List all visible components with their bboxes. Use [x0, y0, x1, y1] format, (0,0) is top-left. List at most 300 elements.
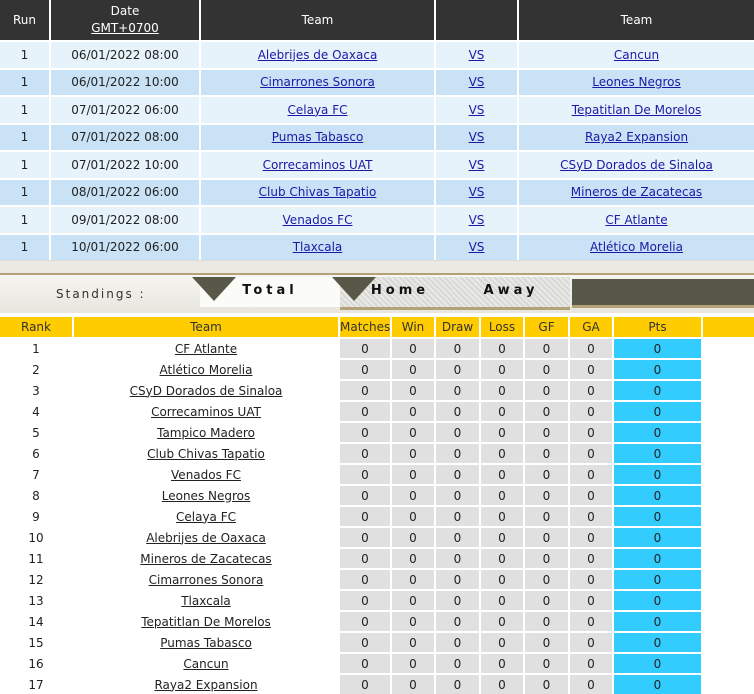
draw-cell: 0 — [435, 401, 480, 422]
win-cell: 0 — [391, 527, 435, 548]
gf-cell: 0 — [524, 506, 569, 527]
header-pts: Pts — [613, 317, 702, 338]
blank-cell — [702, 359, 754, 380]
team-link[interactable]: Tlaxcala — [181, 593, 231, 608]
fixture-row — [0, 69, 754, 97]
win-cell: 0 — [391, 611, 435, 632]
ga-cell: 0 — [569, 359, 613, 380]
fixture-row — [0, 234, 754, 261]
loss-cell: 0 — [480, 422, 524, 443]
loss-cell: 0 — [480, 464, 524, 485]
standings-row — [0, 590, 754, 611]
fixture-away — [518, 41, 754, 69]
team-cell — [73, 401, 339, 422]
vs-link[interactable]: VS — [468, 212, 485, 227]
vs-link[interactable]: VS — [468, 47, 485, 62]
loss-cell: 0 — [480, 506, 524, 527]
rank-cell: 3 — [0, 380, 73, 401]
blank-cell — [702, 590, 754, 611]
ga-cell: 0 — [569, 443, 613, 464]
rank-cell: 10 — [0, 527, 73, 548]
team-cell — [73, 674, 339, 694]
win-cell: 0 — [391, 653, 435, 674]
team-link[interactable]: Cancun — [183, 656, 229, 671]
team-cell — [73, 611, 339, 632]
team-cell — [73, 422, 339, 443]
loss-cell: 0 — [480, 401, 524, 422]
ga-cell: 0 — [569, 380, 613, 401]
loss-cell: 0 — [480, 527, 524, 548]
win-cell: 0 — [391, 674, 435, 694]
matches-cell: 0 — [339, 632, 391, 653]
pts-cell: 0 — [613, 338, 702, 359]
draw-cell: 0 — [435, 590, 480, 611]
fixture-row — [0, 124, 754, 152]
home-team-link[interactable]: Correcaminos UAT — [262, 157, 373, 172]
pts-cell: 0 — [613, 422, 702, 443]
blank-cell — [702, 485, 754, 506]
standings-row — [0, 674, 754, 694]
ga-cell: 0 — [569, 464, 613, 485]
fixture-run: 1 — [0, 124, 50, 152]
fixture-away — [518, 179, 754, 207]
standings-row — [0, 443, 754, 464]
gf-cell: 0 — [524, 359, 569, 380]
ga-cell: 0 — [569, 527, 613, 548]
home-team-link[interactable]: Cimarrones Sonora — [260, 75, 375, 90]
header-ga: GA — [569, 317, 613, 338]
ga-cell: 0 — [569, 506, 613, 527]
ga-cell: 0 — [569, 653, 613, 674]
rank-cell: 12 — [0, 569, 73, 590]
team-link[interactable]: Correcaminos UAT — [151, 404, 261, 419]
team-link[interactable]: Tepatitlan De Morelos — [141, 614, 271, 629]
rank-cell: 4 — [0, 401, 73, 422]
rank-cell: 5 — [0, 422, 73, 443]
draw-cell: 0 — [435, 569, 480, 590]
team-link[interactable]: Atlético Morelia — [159, 362, 253, 377]
fixture-away — [518, 96, 754, 124]
blank-cell — [702, 401, 754, 422]
fixture-away — [518, 151, 754, 179]
gf-cell: 0 — [524, 569, 569, 590]
fixture-date: 07/01/2022 10:00 — [50, 151, 200, 179]
away-team-link[interactable]: Raya2 Expansion — [584, 130, 689, 145]
pts-cell: 0 — [613, 611, 702, 632]
team-link[interactable]: Raya2 Expansion — [154, 677, 258, 692]
pts-cell: 0 — [613, 359, 702, 380]
vs-link[interactable]: VS — [468, 130, 485, 145]
pts-cell: 0 — [613, 443, 702, 464]
fixture-run: 1 — [0, 151, 50, 179]
ga-cell: 0 — [569, 548, 613, 569]
fixture-row — [0, 96, 754, 124]
away-team-link[interactable]: Cancun — [613, 47, 660, 62]
gf-cell: 0 — [524, 632, 569, 653]
away-team-link[interactable]: Leones Negros — [592, 75, 681, 90]
win-cell: 0 — [391, 506, 435, 527]
standings-row — [0, 485, 754, 506]
fixture-date: 07/01/2022 06:00 — [50, 96, 200, 124]
fixture-home — [200, 234, 435, 261]
blank-cell — [702, 548, 754, 569]
team-cell — [73, 548, 339, 569]
gf-cell: 0 — [524, 422, 569, 443]
header-win: Win — [391, 317, 435, 338]
fixture-vs — [435, 179, 518, 207]
matches-cell: 0 — [339, 548, 391, 569]
draw-cell: 0 — [435, 674, 480, 694]
header-date-label: Date — [110, 4, 140, 18]
ga-cell: 0 — [569, 422, 613, 443]
fixture-date: 09/01/2022 08:00 — [50, 206, 200, 234]
fixture-away — [518, 234, 754, 261]
tab-notch-icon — [332, 277, 376, 301]
rank-cell: 8 — [0, 485, 73, 506]
pts-cell: 0 — [613, 674, 702, 694]
matches-cell: 0 — [339, 338, 391, 359]
team-cell — [73, 464, 339, 485]
pts-cell: 0 — [613, 590, 702, 611]
header-rank: Rank — [0, 317, 73, 338]
rank-cell: 6 — [0, 443, 73, 464]
blank-cell — [702, 506, 754, 527]
fixture-home — [200, 151, 435, 179]
fixture-date: 06/01/2022 10:00 — [50, 69, 200, 97]
blank-cell — [702, 674, 754, 694]
header-blank — [702, 317, 754, 338]
matches-cell: 0 — [339, 569, 391, 590]
team-link[interactable]: Tampico Madero — [157, 425, 255, 440]
fixture-date: 07/01/2022 08:00 — [50, 124, 200, 152]
team-link[interactable]: Pumas Tabasco — [160, 635, 252, 650]
standings-row — [0, 338, 754, 359]
matches-cell: 0 — [339, 359, 391, 380]
rank-cell: 17 — [0, 674, 73, 694]
team-cell — [73, 590, 339, 611]
header-gf: GF — [524, 317, 569, 338]
home-team-link[interactable]: Pumas Tabasco — [271, 130, 364, 145]
loss-cell: 0 — [480, 338, 524, 359]
standings-row — [0, 527, 754, 548]
vs-link[interactable]: VS — [468, 185, 485, 200]
win-cell: 0 — [391, 590, 435, 611]
standings-row — [0, 464, 754, 485]
blank-cell — [702, 443, 754, 464]
fixture-away — [518, 206, 754, 234]
gf-cell: 0 — [524, 611, 569, 632]
loss-cell: 0 — [480, 674, 524, 694]
home-team-link[interactable]: Celaya FC — [287, 102, 348, 117]
ga-cell: 0 — [569, 401, 613, 422]
win-cell: 0 — [391, 464, 435, 485]
pts-cell: 0 — [613, 464, 702, 485]
team-link[interactable]: Leones Negros — [161, 488, 251, 503]
loss-cell: 0 — [480, 611, 524, 632]
fixture-date: 10/01/2022 06:00 — [50, 234, 200, 261]
header-draw: Draw — [435, 317, 480, 338]
section-gap — [0, 260, 754, 273]
fixture-vs — [435, 124, 518, 152]
matches-cell: 0 — [339, 485, 391, 506]
header-vs — [435, 0, 518, 41]
draw-cell: 0 — [435, 443, 480, 464]
loss-cell: 0 — [480, 653, 524, 674]
tab-home[interactable] — [340, 277, 460, 310]
win-cell: 0 — [391, 380, 435, 401]
pts-cell: 0 — [613, 569, 702, 590]
gf-cell: 0 — [524, 443, 569, 464]
team-link[interactable]: Celaya FC — [176, 509, 236, 524]
team-link[interactable]: Venados FC — [171, 467, 241, 482]
fixture-home — [200, 96, 435, 124]
vs-link[interactable]: VS — [468, 240, 485, 255]
fixture-home — [200, 124, 435, 152]
gf-cell: 0 — [524, 674, 569, 694]
away-team-link[interactable]: CSyD Dorados de Sinaloa — [560, 157, 713, 172]
gf-cell: 0 — [524, 527, 569, 548]
ga-cell: 0 — [569, 674, 613, 694]
team-link[interactable]: Alebrijes de Oaxaca — [146, 530, 266, 545]
blank-cell — [702, 380, 754, 401]
team-cell — [73, 359, 339, 380]
fixture-vs — [435, 69, 518, 97]
tab-total-label: Total — [242, 283, 298, 298]
header-loss: Loss — [480, 317, 524, 338]
rank-cell: 2 — [0, 359, 73, 380]
standings-row — [0, 548, 754, 569]
fixture-row — [0, 41, 754, 69]
draw-cell: 0 — [435, 359, 480, 380]
team-cell — [73, 380, 339, 401]
tab-bar-fill — [572, 279, 754, 308]
matches-cell: 0 — [339, 422, 391, 443]
matches-cell: 0 — [339, 674, 391, 694]
gf-cell: 0 — [524, 653, 569, 674]
home-team-link[interactable]: Tlaxcala — [292, 240, 343, 255]
draw-cell: 0 — [435, 527, 480, 548]
rank-cell: 13 — [0, 590, 73, 611]
header-away-team: Team — [518, 0, 754, 41]
standings-row — [0, 380, 754, 401]
blank-cell — [702, 632, 754, 653]
rank-cell: 11 — [0, 548, 73, 569]
matches-cell: 0 — [339, 443, 391, 464]
win-cell: 0 — [391, 443, 435, 464]
matches-cell: 0 — [339, 506, 391, 527]
matches-cell: 0 — [339, 464, 391, 485]
fixture-run: 1 — [0, 41, 50, 69]
blank-cell — [702, 653, 754, 674]
team-link[interactable]: Cimarrones Sonora — [148, 572, 264, 587]
away-team-link[interactable]: Tepatitlan De Morelos — [571, 102, 702, 117]
gf-cell: 0 — [524, 464, 569, 485]
team-link[interactable]: CF Atlante — [174, 341, 238, 356]
team-cell — [73, 506, 339, 527]
fixture-run: 1 — [0, 96, 50, 124]
rank-cell: 1 — [0, 338, 73, 359]
loss-cell: 0 — [480, 380, 524, 401]
team-cell — [73, 569, 339, 590]
standings-header-row — [0, 317, 754, 338]
draw-cell: 0 — [435, 422, 480, 443]
standings-table — [0, 317, 754, 694]
fixture-run: 1 — [0, 179, 50, 207]
rank-cell: 14 — [0, 611, 73, 632]
tab-away[interactable] — [452, 277, 570, 310]
standings-row — [0, 611, 754, 632]
home-team-link[interactable]: Club Chivas Tapatio — [258, 185, 377, 200]
pts-cell: 0 — [613, 527, 702, 548]
header-matches: Matches — [339, 317, 391, 338]
timezone-link[interactable]: GMT+0700 — [91, 21, 159, 35]
ga-cell: 0 — [569, 590, 613, 611]
draw-cell: 0 — [435, 485, 480, 506]
win-cell: 0 — [391, 359, 435, 380]
blank-cell — [702, 422, 754, 443]
fixture-date: 08/01/2022 06:00 — [50, 179, 200, 207]
standings-tab-bar — [0, 273, 754, 317]
standings-label: Standings : — [56, 287, 146, 301]
fixture-vs — [435, 234, 518, 261]
win-cell: 0 — [391, 569, 435, 590]
gf-cell: 0 — [524, 380, 569, 401]
fixture-vs — [435, 151, 518, 179]
away-team-link[interactable]: Atlético Morelia — [590, 240, 683, 255]
header-run: Run — [0, 0, 50, 41]
gf-cell: 0 — [524, 338, 569, 359]
fixture-vs — [435, 41, 518, 69]
fixture-run: 1 — [0, 234, 50, 261]
team-link[interactable]: Mineros de Zacatecas — [140, 551, 272, 566]
pts-cell: 0 — [613, 632, 702, 653]
matches-cell: 0 — [339, 611, 391, 632]
tab-notch-icon — [192, 277, 236, 301]
rank-cell: 15 — [0, 632, 73, 653]
team-link[interactable]: CSyD Dorados de Sinaloa — [129, 383, 283, 398]
draw-cell: 0 — [435, 653, 480, 674]
ga-cell: 0 — [569, 485, 613, 506]
standings-row — [0, 401, 754, 422]
draw-cell: 0 — [435, 338, 480, 359]
team-cell — [73, 443, 339, 464]
standings-row — [0, 422, 754, 443]
tab-total[interactable] — [200, 277, 340, 307]
ga-cell: 0 — [569, 569, 613, 590]
vs-link[interactable]: VS — [468, 75, 485, 90]
draw-cell: 0 — [435, 464, 480, 485]
standings-row — [0, 632, 754, 653]
blank-cell — [702, 527, 754, 548]
loss-cell: 0 — [480, 443, 524, 464]
fixture-row — [0, 151, 754, 179]
win-cell: 0 — [391, 548, 435, 569]
blank-cell — [702, 569, 754, 590]
loss-cell: 0 — [480, 569, 524, 590]
away-team-link[interactable]: Mineros de Zacatecas — [570, 185, 703, 200]
home-team-link[interactable]: Venados FC — [282, 212, 353, 227]
rank-cell: 7 — [0, 464, 73, 485]
team-cell — [73, 653, 339, 674]
fixtures-header-row — [0, 0, 754, 41]
matches-cell: 0 — [339, 590, 391, 611]
fixture-home — [200, 41, 435, 69]
fixture-vs — [435, 206, 518, 234]
fixtures-table — [0, 0, 754, 260]
loss-cell: 0 — [480, 485, 524, 506]
draw-cell: 0 — [435, 506, 480, 527]
fixture-home — [200, 69, 435, 97]
team-link[interactable]: Club Chivas Tapatio — [147, 446, 265, 461]
fixture-run: 1 — [0, 206, 50, 234]
team-cell — [73, 527, 339, 548]
header-home-team: Team — [200, 0, 435, 41]
pts-cell: 0 — [613, 380, 702, 401]
loss-cell: 0 — [480, 548, 524, 569]
pts-cell: 0 — [613, 653, 702, 674]
team-cell — [73, 338, 339, 359]
draw-cell: 0 — [435, 632, 480, 653]
pts-cell: 0 — [613, 485, 702, 506]
fixture-away — [518, 69, 754, 97]
standings-row — [0, 653, 754, 674]
header-team: Team — [73, 317, 339, 338]
vs-link[interactable]: VS — [468, 102, 485, 117]
draw-cell: 0 — [435, 611, 480, 632]
ga-cell: 0 — [569, 632, 613, 653]
team-cell — [73, 485, 339, 506]
standings-row — [0, 506, 754, 527]
fixture-away — [518, 124, 754, 152]
gf-cell: 0 — [524, 548, 569, 569]
tab-away-label: Away — [483, 283, 539, 298]
fixture-home — [200, 206, 435, 234]
loss-cell: 0 — [480, 590, 524, 611]
loss-cell: 0 — [480, 632, 524, 653]
team-cell — [73, 632, 339, 653]
fixture-vs — [435, 96, 518, 124]
header-date — [50, 0, 200, 41]
standings-row — [0, 569, 754, 590]
win-cell: 0 — [391, 422, 435, 443]
gf-cell: 0 — [524, 401, 569, 422]
blank-cell — [702, 611, 754, 632]
blank-cell — [702, 464, 754, 485]
pts-cell: 0 — [613, 401, 702, 422]
matches-cell: 0 — [339, 653, 391, 674]
win-cell: 0 — [391, 338, 435, 359]
gf-cell: 0 — [524, 485, 569, 506]
ga-cell: 0 — [569, 338, 613, 359]
matches-cell: 0 — [339, 401, 391, 422]
matches-cell: 0 — [339, 380, 391, 401]
ga-cell: 0 — [569, 611, 613, 632]
gf-cell: 0 — [524, 590, 569, 611]
loss-cell: 0 — [480, 359, 524, 380]
rank-cell: 9 — [0, 506, 73, 527]
vs-link[interactable]: VS — [468, 157, 485, 172]
rank-cell: 16 — [0, 653, 73, 674]
home-team-link[interactable]: Alebrijes de Oaxaca — [257, 47, 378, 62]
away-team-link[interactable]: CF Atlante — [605, 212, 668, 227]
pts-cell: 0 — [613, 506, 702, 527]
fixture-row — [0, 179, 754, 207]
win-cell: 0 — [391, 401, 435, 422]
tab-home-label: Home — [370, 283, 430, 298]
fixture-row — [0, 206, 754, 234]
win-cell: 0 — [391, 485, 435, 506]
win-cell: 0 — [391, 632, 435, 653]
